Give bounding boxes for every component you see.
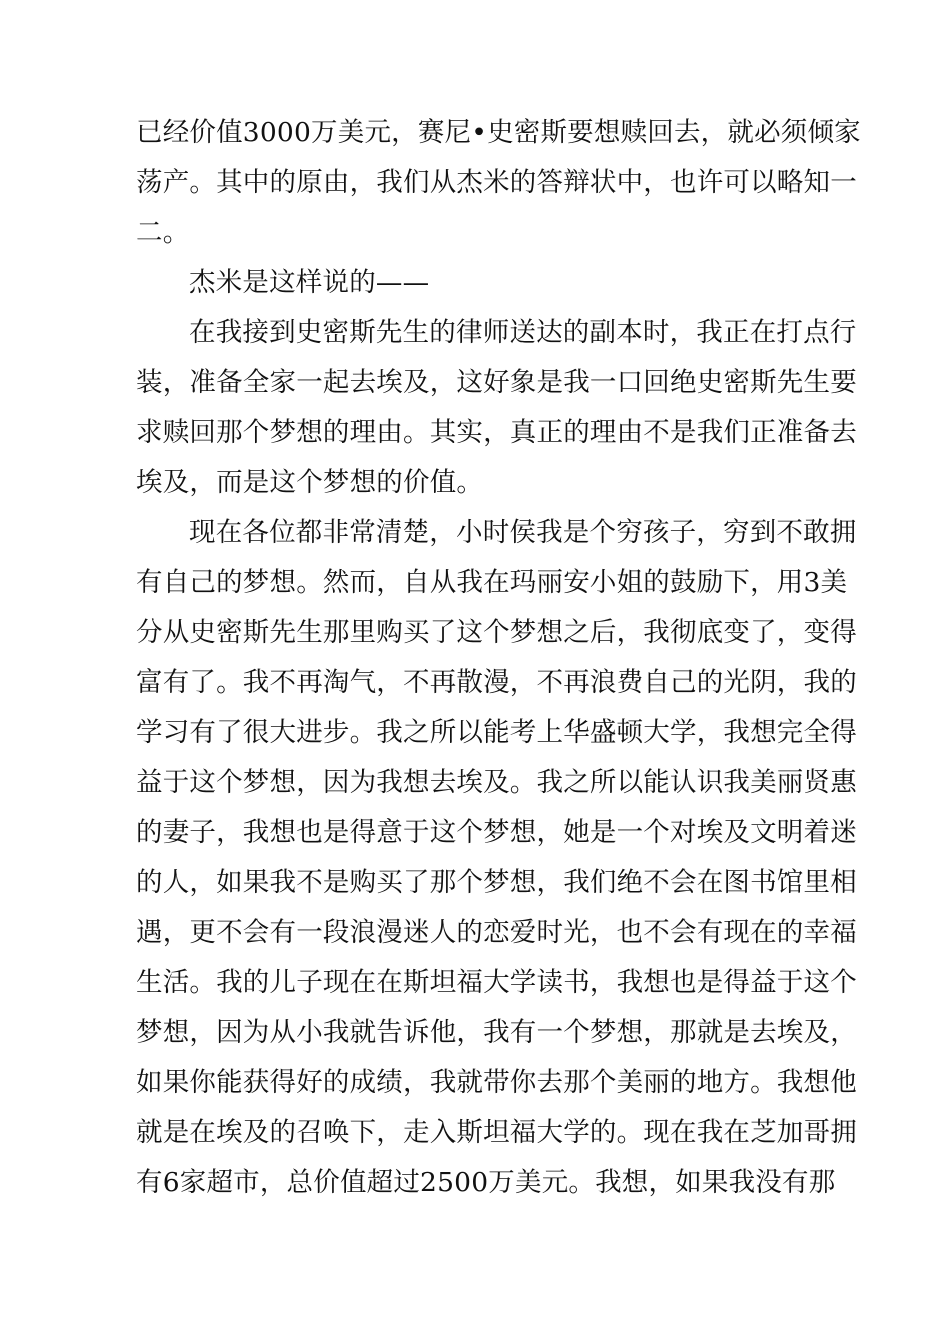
- text-line-6: 装，准备全家一起去埃及，这好象是我一口回绝史密斯先生要: [136, 367, 857, 398]
- text-line-17: 遇，更不会有一段浪漫迷人的恋爱时光，也不会有现在的幸福: [136, 917, 857, 948]
- text-line-15: 的妻子，我想也是得意于这个梦想，她是一个对埃及文明着迷: [136, 817, 857, 848]
- text-line-21: 就是在埃及的召唤下，走入斯坦福大学的。现在我在芝加哥拥: [136, 1117, 857, 1148]
- text-line-18: 生活。我的儿子现在在斯坦福大学读书，我想也是得益于这个: [136, 967, 857, 998]
- text-line-4: 杰米是这样说的——: [189, 267, 430, 298]
- text-line-8: 埃及，而是这个梦想的价值。: [136, 467, 484, 498]
- body-text: [136, 108, 861, 1208]
- text-line-16: 的人，如果我不是购买了那个梦想，我们绝不会在图书馆里相: [136, 867, 857, 898]
- text-line-5: 在我接到史密斯先生的律师送达的副本时，我正在打点行: [189, 317, 857, 348]
- text-line-7: 求赎回那个梦想的理由。其实，真正的理由不是我们正准备去: [136, 417, 857, 448]
- text-line-1: 已经价值3000万美元，赛尼•史密斯要想赎回去，就必须倾家: [136, 117, 861, 148]
- text-line-9: 现在各位都非常清楚，小时侯我是个穷孩子，穷到不敢拥: [189, 517, 857, 548]
- text-line-10: 有自己的梦想。然而，自从我在玛丽安小姐的鼓励下，用3美: [136, 567, 848, 598]
- text-line-20: 如果你能获得好的成绩，我就带你去那个美丽的地方。我想他: [136, 1067, 857, 1098]
- text-line-12: 富有了。我不再淘气，不再散漫，不再浪费自己的光阴，我的: [136, 667, 857, 698]
- text-line-19: 梦想，因为从小我就告诉他，我有一个梦想，那就是去埃及，: [136, 1017, 857, 1048]
- text-line-13: 学习有了很大进步。我之所以能考上华盛顿大学，我想完全得: [136, 717, 857, 748]
- text-line-22: 有6家超市，总价值超过2500万美元。我想，如果我没有那: [136, 1167, 836, 1198]
- text-line-11: 分从史密斯先生那里购买了这个梦想之后，我彻底变了，变得: [136, 617, 857, 648]
- text-line-3: 二。: [136, 217, 190, 248]
- text-line-14: 益于这个梦想，因为我想去埃及。我之所以能认识我美丽贤惠: [136, 767, 857, 798]
- text-line-2: 荡产。其中的原由，我们从杰米的答辩状中，也许可以略知一: [136, 167, 857, 198]
